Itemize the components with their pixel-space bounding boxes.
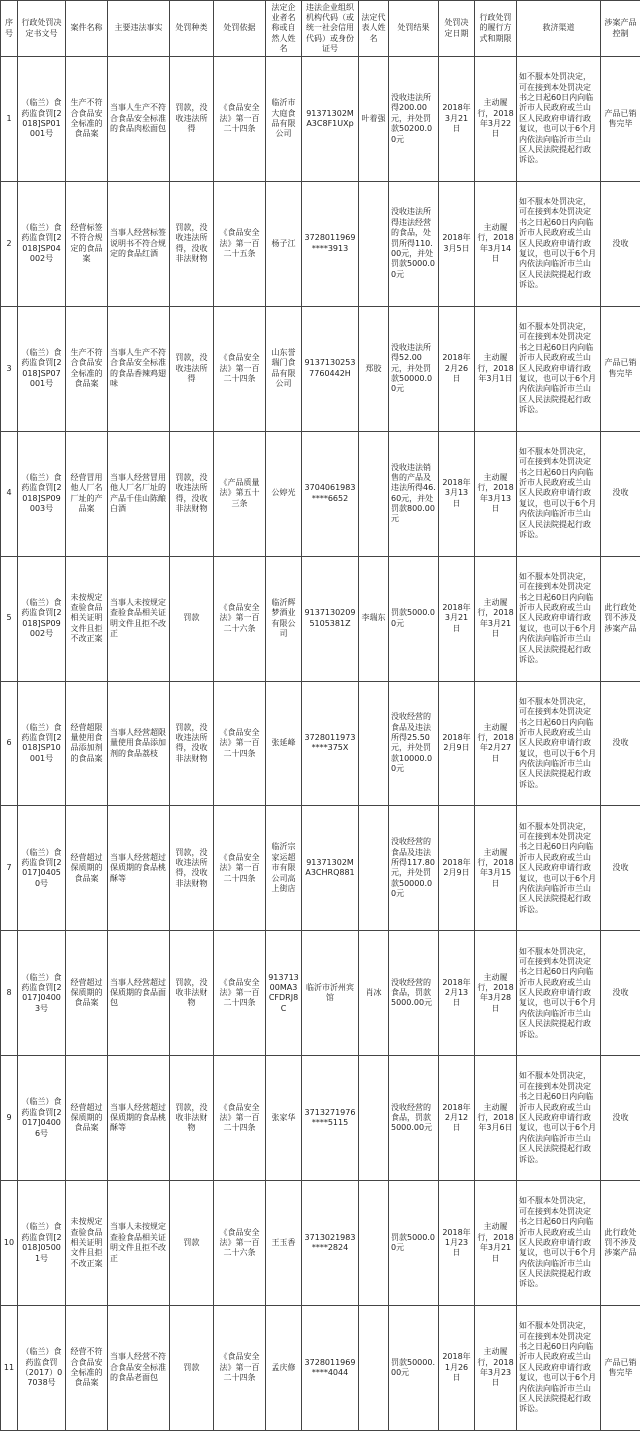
penalty-basis-cell: 《食品安全法》第一百二十四条	[214, 57, 266, 182]
fulfillment-cell: 主动履行，2018年3月15日	[475, 806, 517, 931]
remedy-channel-cell: 如不服本处罚决定，可在接到本处罚决定书之日起60日内向临沂市人民政府或兰山区人民政府申请行政复议，也可以于6个月内依法向临沂市兰山区人民法院提起行政诉讼。	[517, 1056, 601, 1181]
penalty-type-cell: 罚款，没收违法所得，没收非法财物	[170, 806, 214, 931]
row-number-cell: 11	[1, 1306, 18, 1431]
decision-number-cell: （临兰）食药监食罚[2018]SP01001号	[18, 57, 66, 182]
fulfillment-cell: 主动履行，2018年3月23日	[475, 1306, 517, 1431]
decision-number-cell: （临兰）食药监食罚[2018]SP07001号	[18, 306, 66, 431]
table-row	[1, 1306, 640, 1431]
row-number-cell: 1	[1, 57, 18, 182]
column-header: 行政处罚决定书文号	[18, 1, 66, 57]
credit-code-cell: 3728011973****375X	[302, 681, 359, 806]
table-row	[1, 931, 640, 1056]
row-number-cell: 9	[1, 1056, 18, 1181]
row-number-cell: 2	[1, 181, 18, 306]
penalty-basis-cell: 《食品安全法》第一百二十四条	[214, 681, 266, 806]
decision-date-cell: 2018年3月21日	[439, 556, 475, 681]
table-row	[1, 181, 640, 306]
credit-code-cell: 91371302MA3C8F1UXp	[302, 57, 359, 182]
fulfillment-cell: 主动履行，2018年3月21日	[475, 1181, 517, 1306]
party-name-cell: 临沂宗家运超市有限公司高上街店	[266, 806, 302, 931]
row-number-cell: 7	[1, 806, 18, 931]
violation-facts-cell: 当事人经营超过保质期的食品面包	[108, 931, 170, 1056]
penalty-basis-cell: 《食品安全法》第一百二十四条	[214, 931, 266, 1056]
violation-facts-cell: 当事人未按规定查验食品相关证明文件且拒不改正	[108, 556, 170, 681]
product-control-cell: 此行政处罚不涉及涉案产品	[601, 1181, 640, 1306]
fulfillment-cell: 主动履行，2018年2月27日	[475, 681, 517, 806]
column-header: 违法企业组织机构代码（或统一社会信用代码）或身份证号	[302, 1, 359, 57]
table-row	[1, 806, 640, 931]
violation-facts-cell: 当事人经营标签说明书不符合规定的食品红酒	[108, 181, 170, 306]
column-header: 处罚结果	[389, 1, 439, 57]
remedy-channel-cell: 如不服本处罚决定，可在接到本处罚决定书之日起60日内向临沂市人民政府或兰山区人民政府申请行政复议，也可以于6个月内依法向临沂市兰山区人民法院提起行政诉讼。	[517, 57, 601, 182]
penalty-result-cell: 没收经营的食品及违法所得25.50元，并处罚款10000.00元	[389, 681, 439, 806]
decision-number-cell: （临兰）食药监食罚[2017]04006号	[18, 1056, 66, 1181]
product-control-cell: 没收	[601, 931, 640, 1056]
case-name-cell: 经营超过保质期的食品案	[66, 931, 108, 1056]
penalty-basis-cell: 《食品安全法》第一百二十四条	[214, 1056, 266, 1181]
credit-code-cell: 3728011969****3913	[302, 181, 359, 306]
party-name-cell: 孟庆修	[266, 1306, 302, 1431]
legal-rep-cell	[359, 1181, 389, 1306]
violation-facts-cell: 当事人生产不符合食品安全标准的食品肉松面包	[108, 57, 170, 182]
case-name-cell: 经营标签不符合规定的食品案	[66, 181, 108, 306]
violation-facts-cell: 当事人经营超过保质期的食品桃酥等	[108, 806, 170, 931]
penalty-type-cell: 罚款，没收违法所得，没收非法财物	[170, 431, 214, 556]
party-name-cell: 张家华	[266, 1056, 302, 1181]
decision-number-cell: （临兰）食药监食罚[2018]SP10001号	[18, 681, 66, 806]
penalty-type-cell: 罚款，没收违法所得	[170, 306, 214, 431]
column-header: 法定企业者名称或自然人姓名	[266, 1, 302, 57]
decision-number-cell: （临兰）食药监食罚[2018]SP04002号	[18, 181, 66, 306]
product-control-cell: 产品已销售完毕	[601, 1306, 640, 1431]
column-header: 主要违法事实	[108, 1, 170, 57]
table-row	[1, 1181, 640, 1306]
party-name-cell: 王玉香	[266, 1181, 302, 1306]
table-row	[1, 556, 640, 681]
credit-code-cell: 91371302MA3CHRQ881	[302, 806, 359, 931]
decision-date-cell: 2018年2月12日	[439, 1056, 475, 1181]
violation-facts-cell: 当事人经营超限量使用食品添加剂的食品荔枝	[108, 681, 170, 806]
credit-code-cell: 3728011969****4044	[302, 1306, 359, 1431]
credit-code-cell: 91371302095105381Z	[302, 556, 359, 681]
decision-number-cell: （临兰）食药监食罚[2017]04050号	[18, 806, 66, 931]
penalty-type-cell: 罚款，没收违法所得，没收非法财物	[170, 681, 214, 806]
legal-rep-cell: 郑胶	[359, 306, 389, 431]
decision-date-cell: 2018年3月5日	[439, 181, 475, 306]
violation-facts-cell: 当事人经营冒用他人厂名厂址的产品千佳山陈酿白酒	[108, 431, 170, 556]
penalty-type-cell: 罚款，没收非法财物	[170, 931, 214, 1056]
product-control-cell: 没收	[601, 681, 640, 806]
fulfillment-cell: 主动履行，2018年3月28日	[475, 931, 517, 1056]
fulfillment-cell: 主动履行，2018年3月1日	[475, 306, 517, 431]
penalty-basis-cell: 《产品质量法》第五十三条	[214, 431, 266, 556]
decision-number-cell: （临兰）食药监食罚[2017]04003号	[18, 931, 66, 1056]
legal-rep-cell: 肖冰	[359, 931, 389, 1056]
party-name-cell: 公婷光	[266, 431, 302, 556]
remedy-channel-cell: 如不服本处罚决定，可在接到本处罚决定书之日起60日内向临沂市人民政府或兰山区人民政府申请行政复议，也可以于6个月内依法向临沂市兰山区人民法院提起行政诉讼。	[517, 931, 601, 1056]
legal-rep-cell: 李瑞东	[359, 556, 389, 681]
table-body	[1, 57, 640, 1431]
decision-date-cell: 2018年2月13日	[439, 931, 475, 1056]
case-name-cell: 经营超限量使用食品添加剂的食品案	[66, 681, 108, 806]
table-row	[1, 681, 640, 806]
violation-facts-cell: 当事人生产不符合食品安全标准的食品香辣鸡翅味	[108, 306, 170, 431]
case-name-cell: 生产不符合食品安全标准的食品案	[66, 57, 108, 182]
penalty-type-cell: 罚款，没收违法所得，没收非法财物	[170, 181, 214, 306]
decision-date-cell: 2018年2月26日	[439, 306, 475, 431]
penalty-basis-cell: 《食品安全法》第一百二十五条	[214, 181, 266, 306]
violation-facts-cell: 当事人经营不符合食品安全标准的食品老面包	[108, 1306, 170, 1431]
case-name-cell: 经营冒用他人厂名厂址的产品案	[66, 431, 108, 556]
penalty-result-cell: 没收违法销售的产品及违法所得46.60元，并处罚款800.00元	[389, 431, 439, 556]
decision-number-cell: （临兰）食药监食罚[2018]SP09002号	[18, 556, 66, 681]
penalty-result-cell: 没收经营的食品，罚款5000.00元	[389, 931, 439, 1056]
penalty-type-cell: 罚款，没收违法所得	[170, 57, 214, 182]
penalty-basis-cell: 《食品安全法》第一百二十四条	[214, 1306, 266, 1431]
case-name-cell: 未按规定查验食品相关证明文件且拒不改正案	[66, 556, 108, 681]
penalty-basis-cell: 《食品安全法》第一百二十六条	[214, 1181, 266, 1306]
penalty-result-cell: 没收违法所得200.00元，并处罚款50200.00元	[389, 57, 439, 182]
column-header: 行政处罚的履行方式和期限	[475, 1, 517, 57]
credit-code-cell: 临沂市沂州宾馆	[302, 931, 359, 1056]
case-name-cell: 经营不符合食品安全标准的食品案	[66, 1306, 108, 1431]
credit-code-cell: 91371302537760442H	[302, 306, 359, 431]
product-control-cell: 产品已销售完毕	[601, 57, 640, 182]
decision-date-cell: 2018年2月9日	[439, 681, 475, 806]
table-row	[1, 431, 640, 556]
legal-rep-cell	[359, 431, 389, 556]
party-name-cell: 山东誉瑞门食品有限公司	[266, 306, 302, 431]
remedy-channel-cell: 如不服本处罚决定，可在接到本处罚决定书之日起60日内向临沂市人民政府或兰山区人民政府申请行政复议，也可以于6个月内依法向临沂市兰山区人民法院提起行政诉讼。	[517, 181, 601, 306]
column-header: 法定代表人姓名	[359, 1, 389, 57]
remedy-channel-cell: 如不服本处罚决定，可在接到本处罚决定书之日起60日内向临沂市人民政府或兰山区人民政府申请行政复议，也可以于6个月内依法向临沂市兰山区人民法院提起行政诉讼。	[517, 1181, 601, 1306]
case-name-cell: 生产不符合食品安全标准的食品案	[66, 306, 108, 431]
decision-date-cell: 2018年2月9日	[439, 806, 475, 931]
violation-facts-cell: 当事人经营超过保质期的食品桃酥等	[108, 1056, 170, 1181]
remedy-channel-cell: 如不服本处罚决定，可在接到本处罚决定书之日起60日内向临沂市人民政府或兰山区人民政府申请行政复议，也可以于6个月内依法向临沂市兰山区人民法院提起行政诉讼。	[517, 681, 601, 806]
legal-rep-cell	[359, 1056, 389, 1181]
product-control-cell: 此行政处罚不涉及涉案产品	[601, 556, 640, 681]
remedy-channel-cell: 如不服本处罚决定，可在接到本处罚决定书之日起60日内向临沂市人民政府或兰山区人民政府申请行政复议，也可以于6个月内依法向临沂市兰山区人民法院提起行政诉讼。	[517, 431, 601, 556]
legal-rep-cell: 叶着强	[359, 57, 389, 182]
column-header: 涉案产品控制	[601, 1, 640, 57]
credit-code-cell: 3713271976****5115	[302, 1056, 359, 1181]
table-row	[1, 57, 640, 182]
party-name-cell: 临沂市大庭食品有限公司	[266, 57, 302, 182]
row-number-cell: 6	[1, 681, 18, 806]
penalty-result-cell: 罚款50000.00元	[389, 1306, 439, 1431]
fulfillment-cell: 主动履行，2018年3月6日	[475, 1056, 517, 1181]
row-number-cell: 4	[1, 431, 18, 556]
row-number-cell: 10	[1, 1181, 18, 1306]
penalty-result-cell: 没收违法所得52.00元，并处罚款50000.00元	[389, 306, 439, 431]
fulfillment-cell: 主动履行，2018年3月21日	[475, 556, 517, 681]
row-number-cell: 8	[1, 931, 18, 1056]
column-header: 处罚决定日期	[439, 1, 475, 57]
legal-rep-cell	[359, 806, 389, 931]
case-name-cell: 未按规定查验食品相关证明文件且拒不改正案	[66, 1181, 108, 1306]
credit-code-cell: 3704061983****6652	[302, 431, 359, 556]
violation-facts-cell: 当事人未按规定查验食品相关证明文件且拒不改正	[108, 1181, 170, 1306]
product-control-cell: 没收	[601, 1056, 640, 1181]
penalty-type-cell: 罚款	[170, 1306, 214, 1431]
fulfillment-cell: 主动履行，2018年3月13日	[475, 431, 517, 556]
remedy-channel-cell: 如不服本处罚决定，可在接到本处罚决定书之日起60日内向临沂市人民政府或兰山区人民政府申请行政复议，也可以于6个月内依法向临沂市兰山区人民法院提起行政诉讼。	[517, 306, 601, 431]
penalty-type-cell: 罚款	[170, 556, 214, 681]
party-name-cell: 临沂辉梦酒业有限公司	[266, 556, 302, 681]
fulfillment-cell: 主动履行，2018年3月14日	[475, 181, 517, 306]
decision-number-cell: （临兰）食药监食罚（2017）07038号	[18, 1306, 66, 1431]
penalty-basis-cell: 《食品安全法》第一百二十六条	[214, 556, 266, 681]
case-name-cell: 经营超过保质期的食品案	[66, 1056, 108, 1181]
table-row	[1, 306, 640, 431]
header-row	[1, 1, 640, 57]
penalty-result-cell: 没收经营的食品及违法所得117.80元，并处罚款50000.00元	[389, 806, 439, 931]
row-number-cell: 3	[1, 306, 18, 431]
decision-date-cell: 2018年3月13日	[439, 431, 475, 556]
penalty-result-cell: 罚款5000.00元	[389, 556, 439, 681]
penalty-result-cell: 罚款5000.00元	[389, 1181, 439, 1306]
product-control-cell: 没收	[601, 431, 640, 556]
decision-number-cell: （临兰）食药监食罚[2018]05001号	[18, 1181, 66, 1306]
column-header: 处罚依据	[214, 1, 266, 57]
legal-rep-cell	[359, 181, 389, 306]
decision-date-cell: 2018年1月26日	[439, 1306, 475, 1431]
product-control-cell: 没收	[601, 181, 640, 306]
remedy-channel-cell: 如不服本处罚决定，可在接到本处罚决定书之日起60日内向临沂市人民政府或兰山区人民政府申请行政复议，也可以于6个月内依法向临沂市兰山区人民法院提起行政诉讼。	[517, 806, 601, 931]
product-control-cell: 没收	[601, 806, 640, 931]
remedy-channel-cell: 如不服本处罚决定，可在接到本处罚决定书之日起60日内向临沂市人民政府或兰山区人民政府申请行政复议，也可以于6个月内依法向临沂市兰山区人民法院提起行政诉讼。	[517, 556, 601, 681]
column-header: 序号	[1, 1, 18, 57]
product-control-cell: 产品已销售完毕	[601, 306, 640, 431]
table-row	[1, 1056, 640, 1181]
credit-code-cell: 3713021983****2824	[302, 1181, 359, 1306]
column-header: 处罚种类	[170, 1, 214, 57]
party-name-cell: 91371300MA3CFDRJ8C	[266, 931, 302, 1056]
decision-number-cell: （临兰）食药监食罚[2018]SP09003号	[18, 431, 66, 556]
column-header: 救济渠道	[517, 1, 601, 57]
decision-date-cell: 2018年3月21日	[439, 57, 475, 182]
column-header: 案件名称	[66, 1, 108, 57]
penalty-result-cell: 没收违法所得违法经营的食品，处罚所得110.00元，并处罚款5000.00元	[389, 181, 439, 306]
penalty-result-cell: 没收经营的食品，罚款5000.00元	[389, 1056, 439, 1181]
remedy-channel-cell: 如不服本处罚决定，可在接到本处罚决定书之日起60日内向临沂市人民政府或兰山区人民政府申请行政复议，也可以于6个月内依法向临沂市兰山区人民法院提起行政诉讼。	[517, 1306, 601, 1431]
decision-date-cell: 2018年1月23日	[439, 1181, 475, 1306]
party-name-cell: 张延峰	[266, 681, 302, 806]
penalty-type-cell: 罚款，没收非法财物	[170, 1056, 214, 1181]
case-name-cell: 经营超过保质期的食品案	[66, 806, 108, 931]
legal-rep-cell	[359, 1306, 389, 1431]
penalty-type-cell: 罚款	[170, 1181, 214, 1306]
fulfillment-cell: 主动履行，2018年3月22日	[475, 57, 517, 182]
row-number-cell: 5	[1, 556, 18, 681]
penalty-basis-cell: 《食品安全法》第一百二十四条	[214, 806, 266, 931]
party-name-cell: 杨子江	[266, 181, 302, 306]
penalty-basis-cell: 《食品安全法》第一百二十四条	[214, 306, 266, 431]
legal-rep-cell	[359, 681, 389, 806]
